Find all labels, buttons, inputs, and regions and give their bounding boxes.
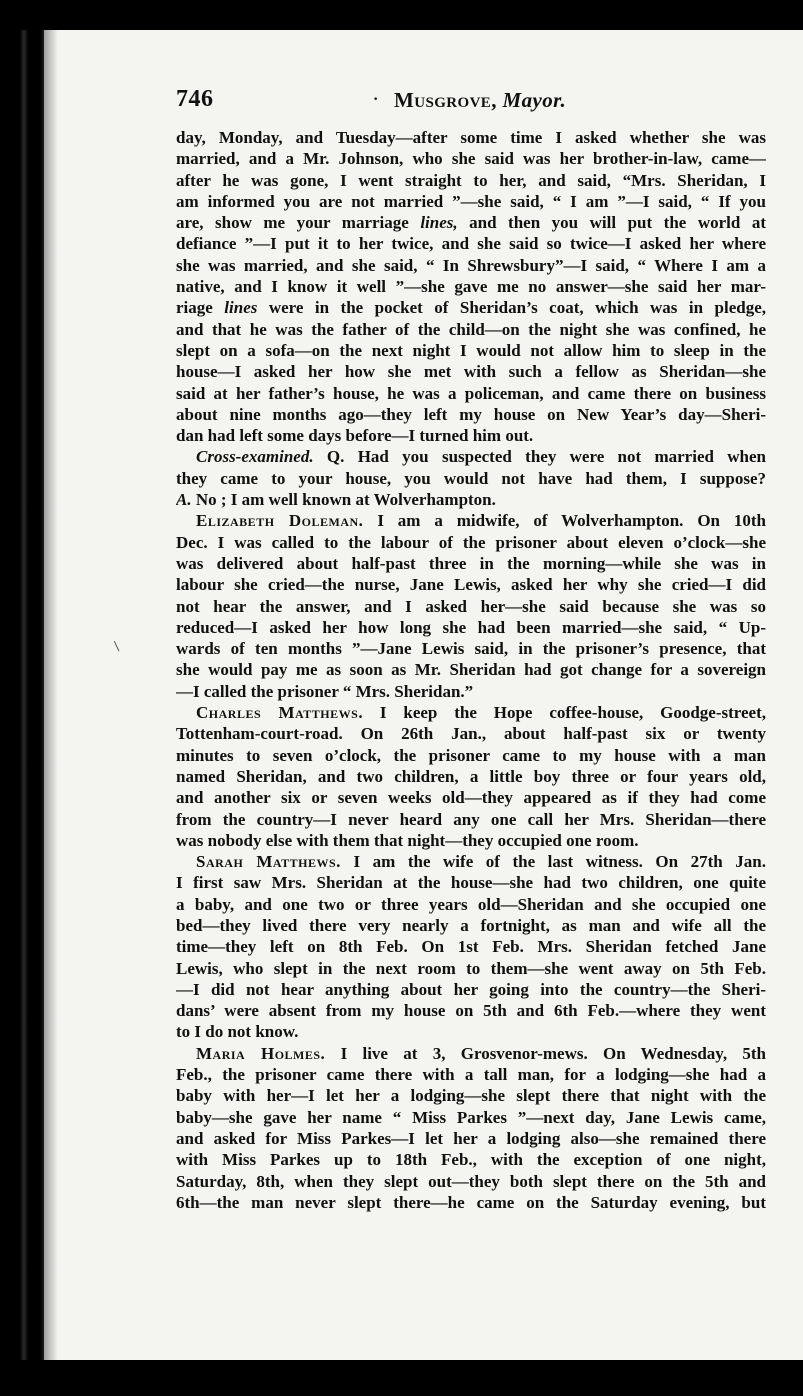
witness-name: Charles Matthews.: [196, 703, 364, 723]
text-line: [176, 255, 766, 276]
text-line: [176, 1021, 766, 1042]
text-line: [176, 532, 766, 553]
line-text: I am a midwife, of Wolverhampton. On 10th: [363, 511, 766, 531]
text-line: [176, 1192, 766, 1213]
text-line: [176, 702, 766, 723]
text-line: [176, 1043, 766, 1064]
text-line: [176, 1171, 766, 1192]
text-line: [176, 553, 766, 574]
line-text: —I called the prisoner “ Mrs. Sheridan.”: [176, 681, 474, 701]
body-text: [176, 127, 766, 1213]
running-head: [394, 88, 566, 113]
line-text: reduced—I asked her how long she had been married—she said, “ Up-: [176, 617, 766, 637]
text-line: [176, 510, 766, 531]
text-line: [176, 1000, 766, 1021]
line-text-cont: were in the pocket of Sheridan’s coat, which was in pledge,: [257, 298, 766, 318]
line-text: named Sheridan, and two children, a little boy three or four years old,: [176, 766, 766, 786]
italic-word: lines,: [420, 213, 458, 233]
text-line: [176, 127, 766, 148]
line-text: Saturday, 8th, when they slept out—they both slept there on the 5th and: [176, 1171, 766, 1191]
text-line: [176, 383, 766, 404]
line-text: not hear the answer, and I asked her—she said because she was so: [176, 596, 766, 616]
line-text: after he was gone, I went straight to her, and said, “Mrs. Sheridan, I: [176, 170, 766, 190]
running-head-name: Musgrove,: [394, 88, 497, 112]
text-line: [176, 148, 766, 169]
witness-name: Maria Holmes.: [196, 1043, 326, 1063]
line-text: with Miss Parkes up to 18th Feb., with the exception of one night,: [176, 1150, 766, 1170]
line-text: a baby, and one two or three years old—Sheridan and she occupied one: [176, 894, 766, 914]
text-line: [176, 894, 766, 915]
line-text: was delivered about half-past three in the morning—while she was in: [176, 553, 766, 573]
line-text: dans’ were absent from my house on 5th and 6th Feb.—where they went: [176, 1001, 766, 1021]
text-line: [176, 446, 766, 467]
text-line: [176, 1128, 766, 1149]
line-text: Dec. I was called to the labour of the prisoner about eleven o’clock—she: [176, 532, 766, 552]
line-text: riage: [176, 298, 225, 318]
witness-name: Elizabeth Doleman.: [196, 511, 364, 531]
line-text: to I do not know.: [176, 1022, 299, 1042]
scan-top-border: [0, 0, 803, 30]
witness-name: Sarah Matthews.: [196, 852, 341, 872]
italic-word: lines: [224, 298, 258, 318]
page-header: [176, 86, 766, 120]
text-line: [176, 489, 766, 510]
text-line: [176, 191, 766, 212]
line-text: they came to your house, you would not have had them, I suppose?: [176, 468, 766, 488]
text-line: [176, 745, 766, 766]
text-line: [176, 723, 766, 744]
line-text: defiance ”—I put it to her twice, and she said so twice—I asked her where: [176, 234, 766, 254]
text-line: [176, 830, 766, 851]
italic-lead: Cross-examined.: [196, 447, 314, 467]
line-text-cont: and then you will put the world at: [457, 213, 766, 233]
header-dot: ·: [372, 86, 380, 111]
line-text: are, show me your marriage: [176, 213, 421, 233]
line-text: Lewis, who slept in the next room to them—she went away on 5th Feb.: [176, 958, 766, 978]
line-text: baby—she gave her name “ Miss Parkes ”—next day, Jane Lewis came,: [176, 1107, 766, 1127]
line-text: No ; I am well known at Wolverhampton.: [191, 490, 496, 510]
text-line: [176, 936, 766, 957]
text-line: [176, 340, 766, 361]
page-number: 746: [176, 86, 214, 112]
text-line: [176, 468, 766, 489]
text-line: [176, 872, 766, 893]
line-text: Q. Had you suspected they were not married when: [313, 447, 766, 467]
text-line: [176, 766, 766, 787]
text-line: [176, 617, 766, 638]
line-text: day, Monday, and Tuesday—after some time I asked whether she was: [176, 128, 766, 147]
line-text: house—I asked her how she met with such a fellow as Sheridan—she: [176, 362, 766, 382]
line-text: labour she cried—the nurse, Jane Lewis, asked her why she cried—I did: [176, 575, 766, 595]
text-line: [176, 212, 766, 233]
running-head-role: Mayor.: [502, 88, 567, 112]
text-line: [176, 361, 766, 382]
line-text: from the country—I never heard any one call her Mrs. Sheridan—there: [176, 809, 766, 829]
line-text: —I did not hear anything about her going into the country—the Sheri-: [176, 979, 766, 999]
scan-bottom-border: [0, 1360, 803, 1396]
line-text: said at her father’s house, he was a policeman, and came there on business: [176, 383, 766, 403]
line-text: wards of ten months ”—Jane Lewis said, in the prisoner’s presence, that: [176, 639, 766, 659]
line-text: I live at 3, Grosvenor-mews. On Wednesday, 5th: [325, 1043, 766, 1063]
line-text: was nobody else with them that night—they occupied one room.: [176, 830, 639, 850]
text-line: [176, 574, 766, 595]
text-line: [176, 1085, 766, 1106]
line-text: and another six or seven weeks old—they appeared as if they had come: [176, 788, 766, 808]
line-text: 6th—the man never slept there—he came on the Saturday evening, but: [176, 1192, 766, 1212]
line-text: baby with her—I let her a lodging—she slept there that night with the: [176, 1086, 766, 1106]
line-text: am informed you are not married ”—she said, “ I am ”—I said, “ If you: [176, 191, 766, 211]
text-line: [176, 1149, 766, 1170]
text-line: [176, 659, 766, 680]
text-line: [176, 915, 766, 936]
text-line: [176, 425, 766, 446]
italic-lead: A.: [176, 490, 192, 510]
line-text: Feb., the prisoner came there with a tall man, for a lodging—she had a: [176, 1065, 766, 1085]
line-text: married, and a Mr. Johnson, who she said was her brother-in-law, came—: [176, 149, 766, 169]
text-line: [176, 638, 766, 659]
text-line: [176, 276, 766, 297]
text-line: [176, 851, 766, 872]
line-text: and that he was the father of the child—on the night she was confined, he: [176, 319, 766, 339]
line-text: dan had left some days before—I turned him out.: [176, 426, 534, 446]
line-text: about nine months ago—they left my house on New Year’s day—Sheri-: [176, 404, 766, 424]
text-line: [176, 979, 766, 1000]
text-line: [176, 809, 766, 830]
line-text: bed—they lived there very nearly a fortnight, as man and wife all the: [176, 915, 766, 935]
line-text: I keep the Hope coffee-house, Goodge-street,: [363, 703, 766, 723]
text-line: [176, 319, 766, 340]
text-line: [176, 233, 766, 254]
line-text: and asked for Miss Parkes—I let her a lodging also—she remained there: [176, 1128, 766, 1148]
line-text: she would pay me as soon as Mr. Sheridan had got change for a sovereign: [176, 660, 766, 680]
line-text: slept on a sofa—on the next night I would not allow him to sleep in the: [176, 340, 766, 360]
line-text: minutes to seven o’clock, the prisoner came to my house with a man: [176, 745, 766, 765]
book-gutter-edge: [0, 0, 44, 1396]
line-text: time—they left on 8th Feb. On 1st Feb. Mrs. Sheridan fetched Jane: [176, 937, 766, 957]
text-line: [176, 1064, 766, 1085]
line-text: I am the wife of the last witness. On 27th Jan.: [340, 852, 766, 872]
text-line: [176, 681, 766, 702]
line-text: native, and I know it well ”—she gave me no answer—she said her mar-: [176, 277, 766, 297]
text-line: [176, 404, 766, 425]
text-line: [176, 170, 766, 191]
text-line: [176, 958, 766, 979]
line-text: Tottenham-court-road. On 26th Jan., about half-past six or twenty: [176, 724, 766, 744]
line-text: I first saw Mrs. Sheridan at the house—she had two children, one quite: [176, 873, 766, 893]
text-line: [176, 596, 766, 617]
text-line: [176, 297, 766, 318]
text-line: [176, 787, 766, 808]
line-text: she was married, and she said, “ In Shrewsbury”—I said, “ Where I am a: [176, 255, 766, 275]
text-line: [176, 1107, 766, 1128]
